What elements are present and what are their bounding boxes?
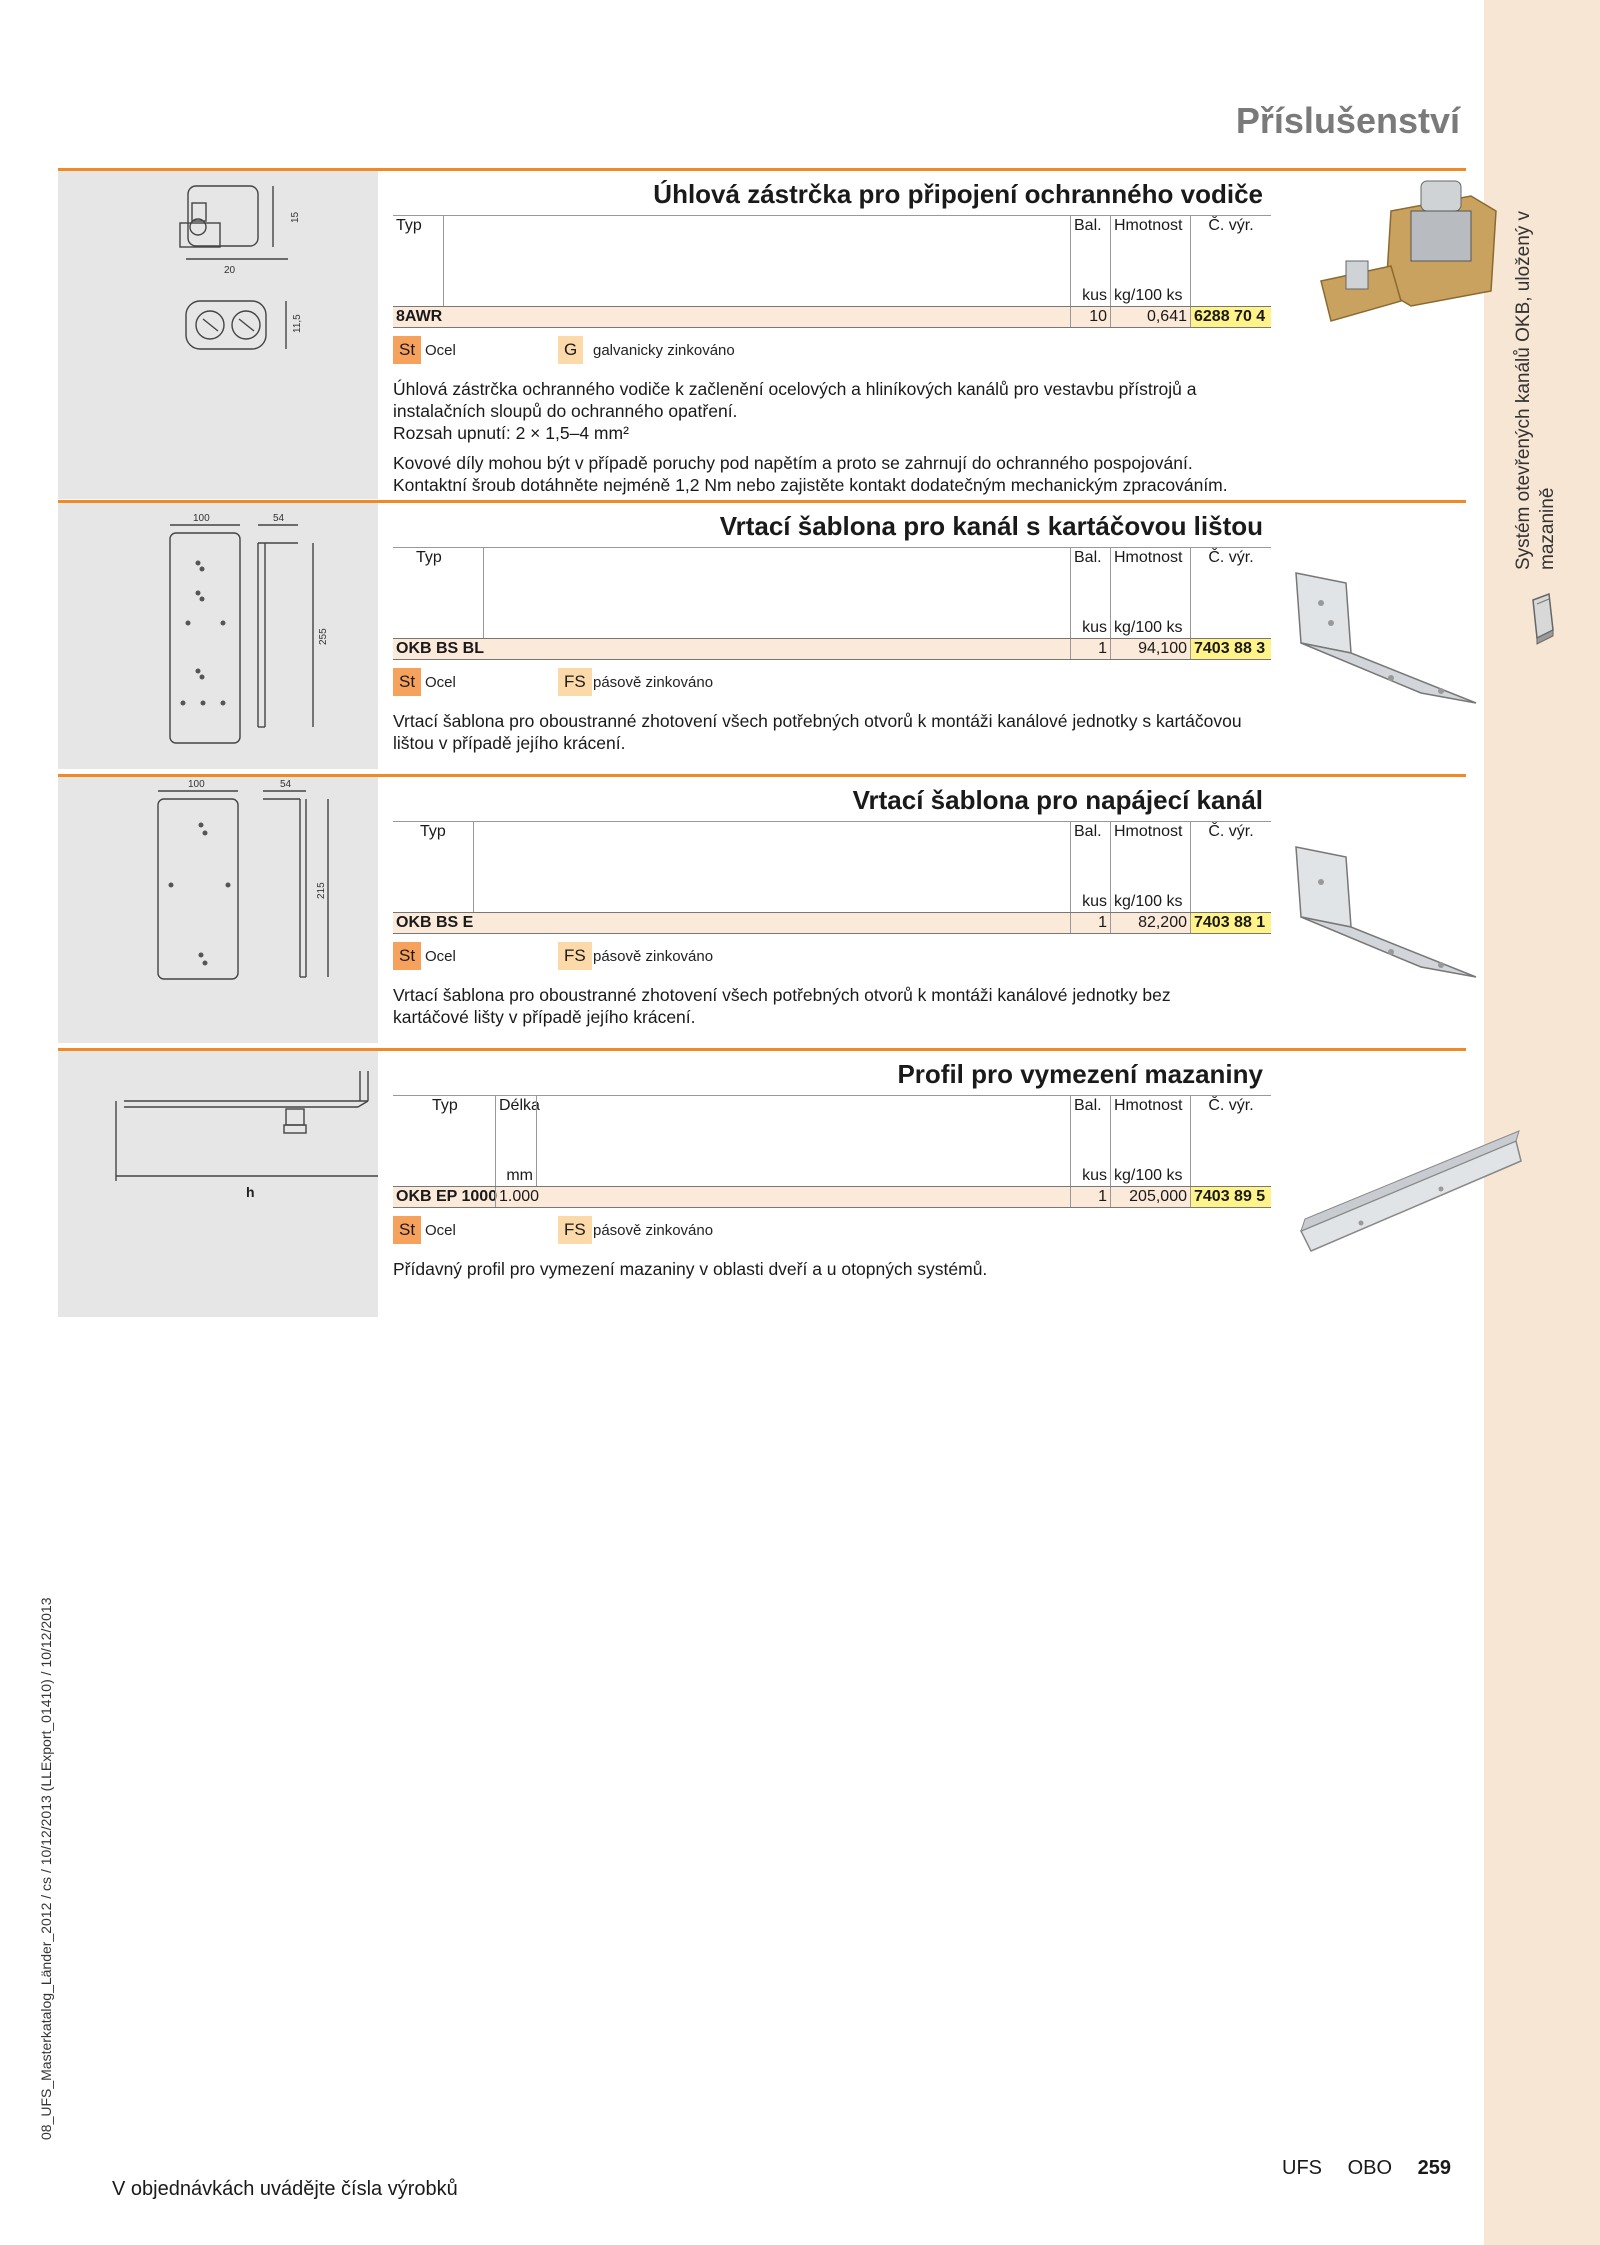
svg-text:54: 54: [273, 513, 285, 524]
finish-badge: G: [558, 336, 583, 364]
article-number: 7403 88 3: [1190, 639, 1271, 659]
table-row: OKB BS BL 1 94,100 7403 88 3: [393, 638, 1271, 660]
material-badge: St: [393, 668, 421, 696]
technical-drawing: [58, 777, 378, 1043]
technical-drawing: [58, 171, 378, 499]
channel-icon: [1527, 590, 1557, 650]
technical-drawing: [58, 1051, 378, 1317]
footer-brand: UFS OBO 259: [1282, 2157, 1451, 2179]
product-section-bs-bl: [58, 500, 1466, 773]
section-title: Vrtací šablona pro napájecí kanál: [852, 785, 1263, 815]
article-number: 6288 70 4: [1190, 307, 1271, 327]
product-table: Typ Bal. Hmotnost Č. výr. kus kg/100 ks OKB BS BL 1 94,100 7403 88 3: [393, 547, 1271, 660]
sidebar-caption: Systém otevřených kanálů OKB, uložený v mazanině: [1513, 210, 1558, 570]
description: Přídavný profil pro vymezení mazaniny v oblasti dveří a u otopných systémů.: [393, 1259, 988, 1279]
svg-text:20: 20: [224, 265, 236, 276]
product-photo: [1291, 1101, 1531, 1281]
table-row: OKB EP 1000 1.000 1 205,000 7403 89 5: [393, 1186, 1271, 1208]
material-row: St Ocel FS pásově zinkováno: [393, 668, 1271, 704]
description: Vrtací šablona pro oboustranné zhotovení všech potřebných otvorů k montáži kanálové jednotky bez kartáčové lišty v případě jejího krácení.: [393, 985, 1171, 1027]
product-photo: [1291, 837, 1531, 1017]
product-section-awr: [58, 168, 1466, 501]
svg-text:h: h: [246, 1184, 255, 1200]
material-badge: St: [393, 336, 421, 364]
svg-text:255: 255: [318, 628, 329, 645]
svg-text:215: 215: [316, 882, 327, 899]
svg-text:100: 100: [193, 513, 210, 524]
finish-badge: FS: [558, 668, 592, 696]
material-badge: St: [393, 942, 421, 970]
product-table: Typ Bal. Hmotnost Č. výr. kus kg/100 ks 8AWR 10 0,641 6288 70 4: [393, 215, 1271, 328]
footer-note: V objednávkách uvádějte čísla výrobků: [112, 2178, 458, 2200]
page-title: Příslušenství: [1235, 100, 1460, 141]
finish-badge: FS: [558, 1216, 592, 1244]
material-badge: St: [393, 1216, 421, 1244]
svg-text:54: 54: [280, 779, 292, 790]
product-photo: [1291, 171, 1531, 351]
product-table: Typ Délka Bal. Hmotnost Č. výr. mm kus kg/100 ks OKB EP 1000 1.000 1 205,000 7403 89 5: [393, 1095, 1271, 1208]
section-title: Úhlová zástrčka pro připojení ochranného vodiče: [653, 179, 1263, 209]
svg-text:100: 100: [188, 779, 205, 790]
finish-badge: FS: [558, 942, 592, 970]
product-section-ep: [58, 1048, 1466, 1321]
svg-text:15: 15: [290, 211, 301, 223]
material-row: St Ocel FS pásově zinkováno: [393, 942, 1271, 978]
product-photo: [1291, 563, 1531, 743]
svg-text:11,5: 11,5: [292, 314, 303, 333]
description: Vrtací šablona pro oboustranné zhotovení všech potřebných otvorů k montáži kanálové jednotky s kartáčovou lištou v případě jejího krácení.: [393, 711, 1242, 753]
product-table: Typ Bal. Hmotnost Č. výr. kus kg/100 ks OKB BS E 1 82,200 7403 88 1: [393, 821, 1271, 934]
section-title: Profil pro vymezení mazaniny: [897, 1059, 1263, 1089]
material-row: St Ocel G galvanicky zinkováno: [393, 336, 1271, 372]
article-number: 7403 88 1: [1190, 913, 1271, 933]
material-row: St Ocel FS pásově zinkováno: [393, 1216, 1271, 1252]
technical-drawing: [58, 503, 378, 769]
article-number: 7403 89 5: [1190, 1187, 1271, 1207]
product-section-bs-e: [58, 774, 1466, 1047]
table-row: 8AWR 10 0,641 6288 70 4: [393, 306, 1271, 328]
description: Úhlová zástrčka ochranného vodiče k začlenění ocelových a hliníkových kanálů pro vestavbu přístrojů a instalačních sloupů do ochranného opatření. Rozsah upnutí: 2 × 1,5–4 mm² Kovové díly mohou být v případě poruchy pod napětím a proto se zahrnují do ochranného pospojování. Kontaktní šroub dotáhněte nejméně 1,2 Nm nebo zajistěte kontakt dodatečným mechanickým zpracováním.: [393, 379, 1228, 495]
table-row: OKB BS E 1 82,200 7403 88 1: [393, 912, 1271, 934]
print-metadata: 08_UFS_Masterkatalog_Länder_2012 / cs / 10/12/2013 (LLExport_01410) / 10/12/2013: [38, 1597, 54, 2140]
page-number: 259: [1417, 2157, 1451, 2179]
section-title: Vrtací šablona pro kanál s kartáčovou lištou: [719, 511, 1263, 541]
